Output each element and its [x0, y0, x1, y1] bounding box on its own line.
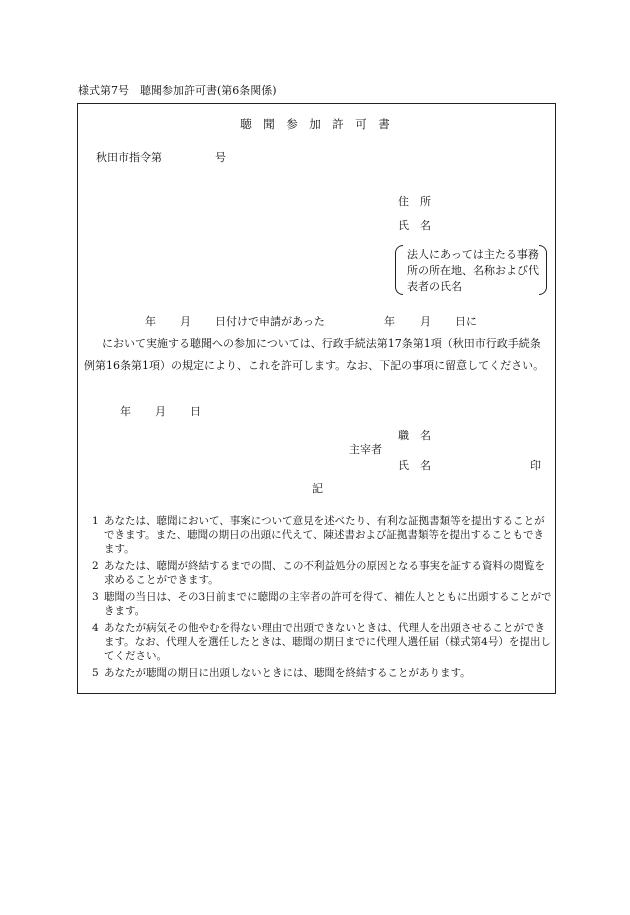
note-item	[92, 621, 554, 663]
seal-mark: 印	[530, 459, 541, 472]
note-text: あなたが病気その他やむを得ない理由で出頭できないときは、代理人を出頭させることができます。なお、代理人を選任したときは、聴聞の期日までに代理人選任届（様式第4号）を提出してください。	[104, 622, 551, 662]
issue-month: 月	[155, 405, 166, 418]
date-day-2: 日に	[455, 315, 477, 328]
right-bracket	[539, 245, 547, 295]
note-number: 2	[92, 560, 99, 572]
presider-position-label: 職 名	[398, 429, 431, 442]
form-label: 様式第7号 聴聞参加許可書(第6条関係)	[78, 84, 277, 97]
note-text: あなたが聴聞の期日に出頭しないときには、聴聞を終結することがあります。	[104, 667, 471, 679]
note-text: 聴聞の当日は、その3日前までに聴聞の主宰者の許可を得て、補佐人とともに出頭することができます。	[104, 591, 552, 617]
document-title: 聴 聞 参 加 許 可 書	[240, 117, 390, 131]
left-bracket	[395, 245, 403, 295]
note-item	[92, 514, 554, 556]
note-text: あなたは、聴聞において、事案について意見を述べたり、有利な証拠書類等を提出することができます。また、聴聞の期日の出頭に代えて、陳述書および証拠書類等を提出することもできます。	[104, 515, 545, 555]
presider-name-label: 氏 名	[398, 459, 431, 472]
issue-day: 日	[190, 405, 201, 418]
note-number: 1	[92, 515, 99, 527]
date-month-2: 月	[420, 315, 431, 328]
body-paragraph: において実施する聴聞への参加については、行政手続法第17条第1項（秋田市行政手続条例第16条第1項）の規定により、これを許可します。なお、下記の事項に留意してください。	[84, 337, 545, 372]
note-item	[92, 590, 554, 618]
name-label: 氏 名	[398, 219, 431, 232]
reference-suffix: 号	[215, 151, 226, 164]
date-year: 年	[145, 315, 156, 328]
date-month: 月	[180, 315, 191, 328]
issue-year: 年	[120, 405, 131, 418]
date-day-text: 日付けで申請があった	[215, 315, 325, 328]
note-number: 4	[92, 622, 99, 634]
note-item	[92, 666, 554, 680]
address-label: 住 所	[398, 195, 431, 208]
note-text: あなたは、聴聞が終結するまでの間、この不利益処分の原因となる事実を証する資料の閲覧を求めることができます。	[104, 560, 545, 586]
note-number: 3	[92, 591, 99, 603]
reference-prefix: 秋田市指令第	[96, 151, 162, 164]
corporate-note	[395, 245, 547, 295]
presider-label: 主宰者	[349, 443, 382, 456]
ki-heading: 記	[312, 482, 323, 495]
note-item	[92, 559, 554, 587]
notes-list	[92, 514, 554, 683]
date-year-2: 年	[384, 315, 395, 328]
corporate-note-text: 法人にあっては主たる事務所の所在地、名称および代表者の氏名	[407, 248, 539, 293]
note-number: 5	[92, 667, 99, 679]
